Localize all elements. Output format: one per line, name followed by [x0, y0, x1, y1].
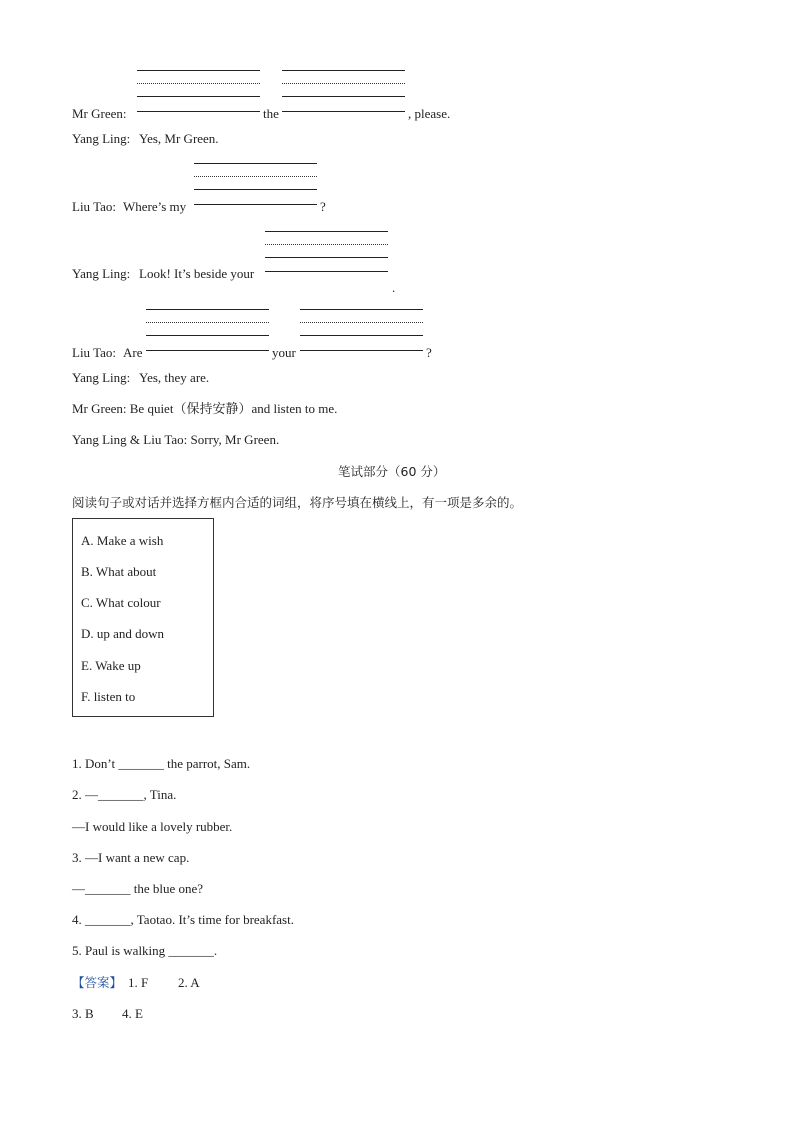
speaker-liu-tao: Liu Tao:	[72, 199, 116, 214]
option-f: F. listen to	[81, 689, 136, 704]
writing-lines-5a	[146, 309, 269, 337]
question-2: 2. —_______, Tina.	[72, 787, 177, 802]
writing-lines-1b	[282, 70, 405, 98]
dialogue-end-5: ?	[426, 345, 432, 360]
answer-blank-5b[interactable]	[300, 350, 423, 351]
dialogue-text-6: Yes, they are.	[139, 370, 210, 385]
options-box	[72, 518, 214, 717]
speaker-yang-ling: Yang Ling:	[72, 370, 131, 385]
writing-lines-1a	[137, 70, 260, 98]
speaker-mr-green: Mr Green:	[72, 106, 127, 121]
option-d: D. up and down	[81, 626, 165, 641]
dialogue-word-your: your	[272, 345, 296, 360]
question-1: 1. Don’t _______ the parrot, Sam.	[72, 756, 251, 771]
dialogue-end-3: ?	[320, 199, 326, 214]
option-c: C. What colour	[81, 595, 161, 610]
dialogue-line-7: Mr Green: Be quiet（保持安静）and listen to me.	[72, 401, 338, 416]
option-b: B. What about	[81, 564, 157, 579]
writing-lines-3	[194, 163, 317, 191]
answer-blank-5a[interactable]	[146, 350, 269, 351]
speaker-yang-ling: Yang Ling:	[72, 131, 131, 146]
question-3: 3. —I want a new cap.	[72, 850, 190, 865]
question-3-reply: —_______ the blue one?	[72, 881, 204, 896]
section-title: 笔试部分（60 分）	[338, 464, 446, 479]
answer-2: 2. A	[178, 975, 200, 990]
dialogue-line-8: Yang Ling & Liu Tao: Sorry, Mr Green.	[72, 432, 280, 447]
answer-1: 1. F	[128, 975, 149, 990]
writing-lines-4	[265, 231, 388, 259]
answer-blank-1b[interactable]	[282, 111, 405, 112]
answer-blank-1a[interactable]	[137, 111, 260, 112]
question-5: 5. Paul is walking _______.	[72, 943, 218, 958]
speaker-liu-tao: Liu Tao:	[72, 345, 116, 360]
dialogue-word-the: the	[263, 106, 279, 121]
dialogue-text-5: Are	[123, 345, 143, 360]
question-4: 4. _______, Taotao. It’s time for breakfast.	[72, 912, 294, 927]
dialogue-text-2: Yes, Mr Green.	[139, 131, 219, 146]
writing-lines-5b	[300, 309, 423, 337]
answer-4: 4. E	[122, 1006, 143, 1021]
answer-3: 3. B	[72, 1006, 94, 1021]
section-instruction: 阅读句子或对话并选择方框内合适的词组，将序号填在横线上，有一项是多余的。	[72, 495, 523, 510]
answer-blank-4[interactable]	[265, 271, 388, 272]
answer-label: 【答案】	[72, 975, 123, 990]
option-a: A. Make a wish	[81, 533, 164, 548]
dialogue-text-3: Where’s my	[123, 199, 187, 214]
option-e: E. Wake up	[81, 658, 141, 673]
question-2-reply: —I would like a lovely rubber.	[72, 819, 233, 834]
dialogue-end-please: , please.	[408, 106, 451, 121]
dialogue-end-4: .	[392, 280, 396, 295]
dialogue-text-4: Look! It’s beside your	[139, 266, 255, 281]
answer-blank-3[interactable]	[194, 204, 317, 205]
speaker-yang-ling: Yang Ling:	[72, 266, 131, 281]
